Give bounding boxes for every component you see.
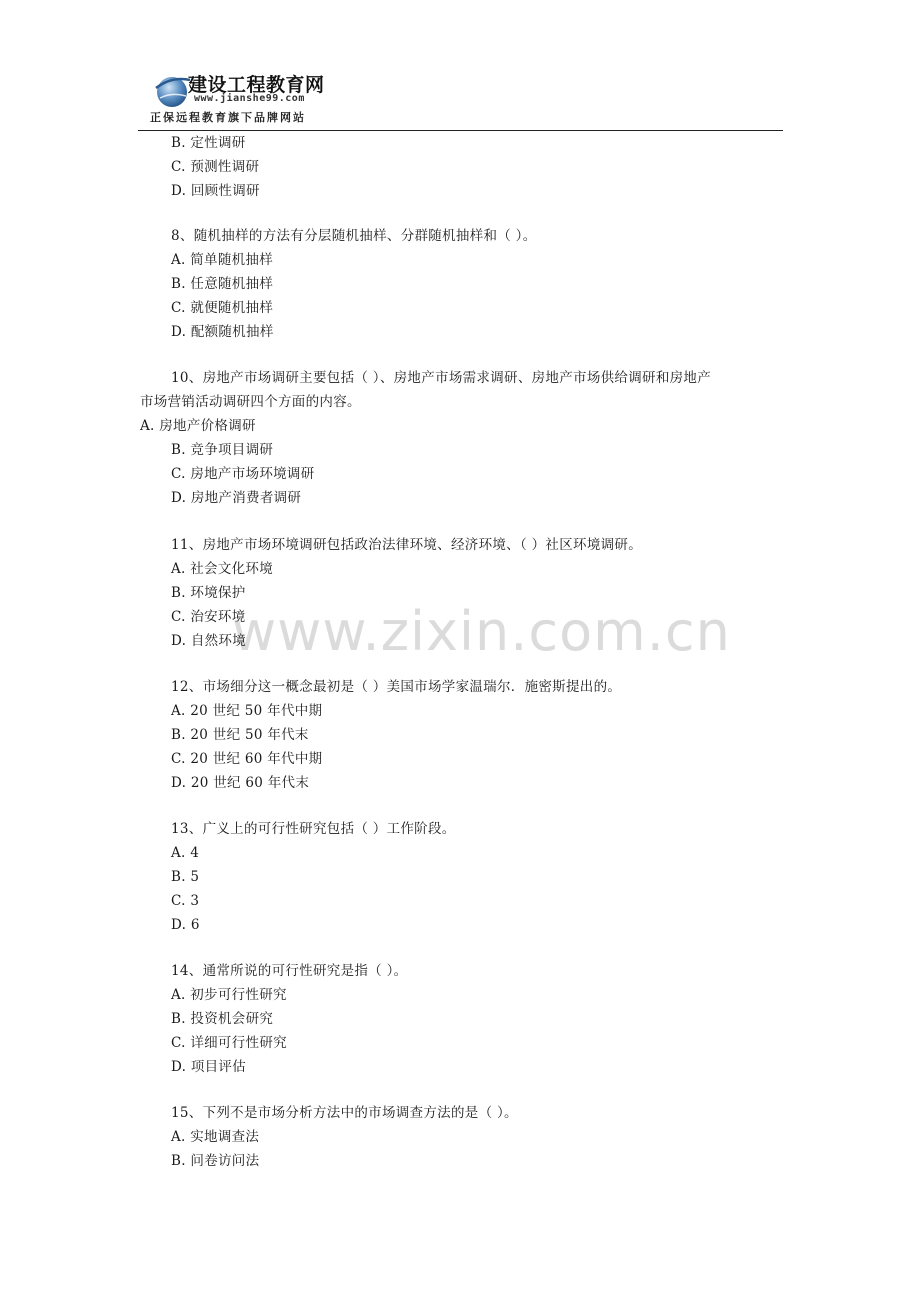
option-d: D. 房地产消费者调研 (171, 490, 302, 506)
option-c: C. 预测性调研 (171, 159, 260, 175)
option-b: B. 问卷访问法 (171, 1153, 260, 1169)
option-d: D. 配额随机抽样 (171, 324, 274, 340)
option-d: D. 自然环境 (171, 633, 247, 649)
option-c: C. 治安环境 (171, 609, 246, 625)
option-d: D. 回顾性调研 (171, 183, 260, 199)
question-13: 13、广义上的可行性研究包括（ ）工作阶段。 (171, 821, 456, 837)
option-a: A. 社会文化环境 (171, 561, 274, 577)
question-11: 11、房地产市场环境调研包括政治法律环境、经济环境、（ ）社区环境调研。 (171, 537, 643, 553)
globe-logo-icon (152, 70, 192, 110)
option-b: B. 20 世纪 50 年代末 (171, 727, 309, 743)
option-c: C. 3 (171, 893, 200, 909)
option-d: D. 项目评估 (171, 1059, 247, 1075)
option-b: B. 竞争项目调研 (171, 442, 274, 458)
option-c: C. 详细可行性研究 (171, 1035, 287, 1051)
question-14: 14、通常所说的可行性研究是指（ ）。 (171, 963, 408, 979)
option-a: A. 初步可行性研究 (171, 987, 287, 1003)
option-c: C. 就便随机抽样 (171, 300, 274, 316)
option-d: D. 6 (171, 917, 200, 933)
option-b: B. 5 (171, 869, 200, 885)
logo-tagline: 正保远程教育旗下品牌网站 (150, 111, 306, 124)
option-b: B. 投资机会研究 (171, 1011, 274, 1027)
question-8: 8、随机抽样的方法有分层随机抽样、分群随机抽样和（ ）。 (171, 228, 537, 244)
option-b: B. 环境保护 (171, 585, 246, 601)
question-10-continued: 市场营销活动调研四个方面的内容。 (140, 394, 361, 410)
question-10: 10、房地产市场调研主要包括（ ）、房地产市场需求调研、房地产市场供给调研和房地产 (171, 370, 712, 386)
option-b: B. 定性调研 (171, 135, 246, 151)
logo-title: 建设工程教育网 (188, 74, 325, 96)
question-12: 12、市场细分这一概念最初是（ ）美国市场学家温瑞尔．施密斯提出的。 (171, 679, 622, 695)
page-header (138, 66, 783, 131)
logo-url: www.jianshe99.com (194, 93, 305, 104)
option-a: A. 实地调查法 (171, 1129, 260, 1145)
option-c: C. 房地产市场环境调研 (171, 466, 315, 482)
option-a: A. 简单随机抽样 (171, 252, 274, 268)
option-a: A. 房地产价格调研 (140, 418, 256, 434)
option-a: A. 20 世纪 50 年代中期 (171, 703, 323, 719)
option-a: A. 4 (171, 845, 200, 861)
option-d: D. 20 世纪 60 年代末 (171, 775, 310, 791)
question-15: 15、下列不是市场分析方法中的市场调查方法的是（ ）。 (171, 1105, 518, 1121)
option-c: C. 20 世纪 60 年代中期 (171, 751, 323, 767)
watermark: www.zixin.com.cn (232, 600, 731, 663)
option-b: B. 任意随机抽样 (171, 276, 274, 292)
